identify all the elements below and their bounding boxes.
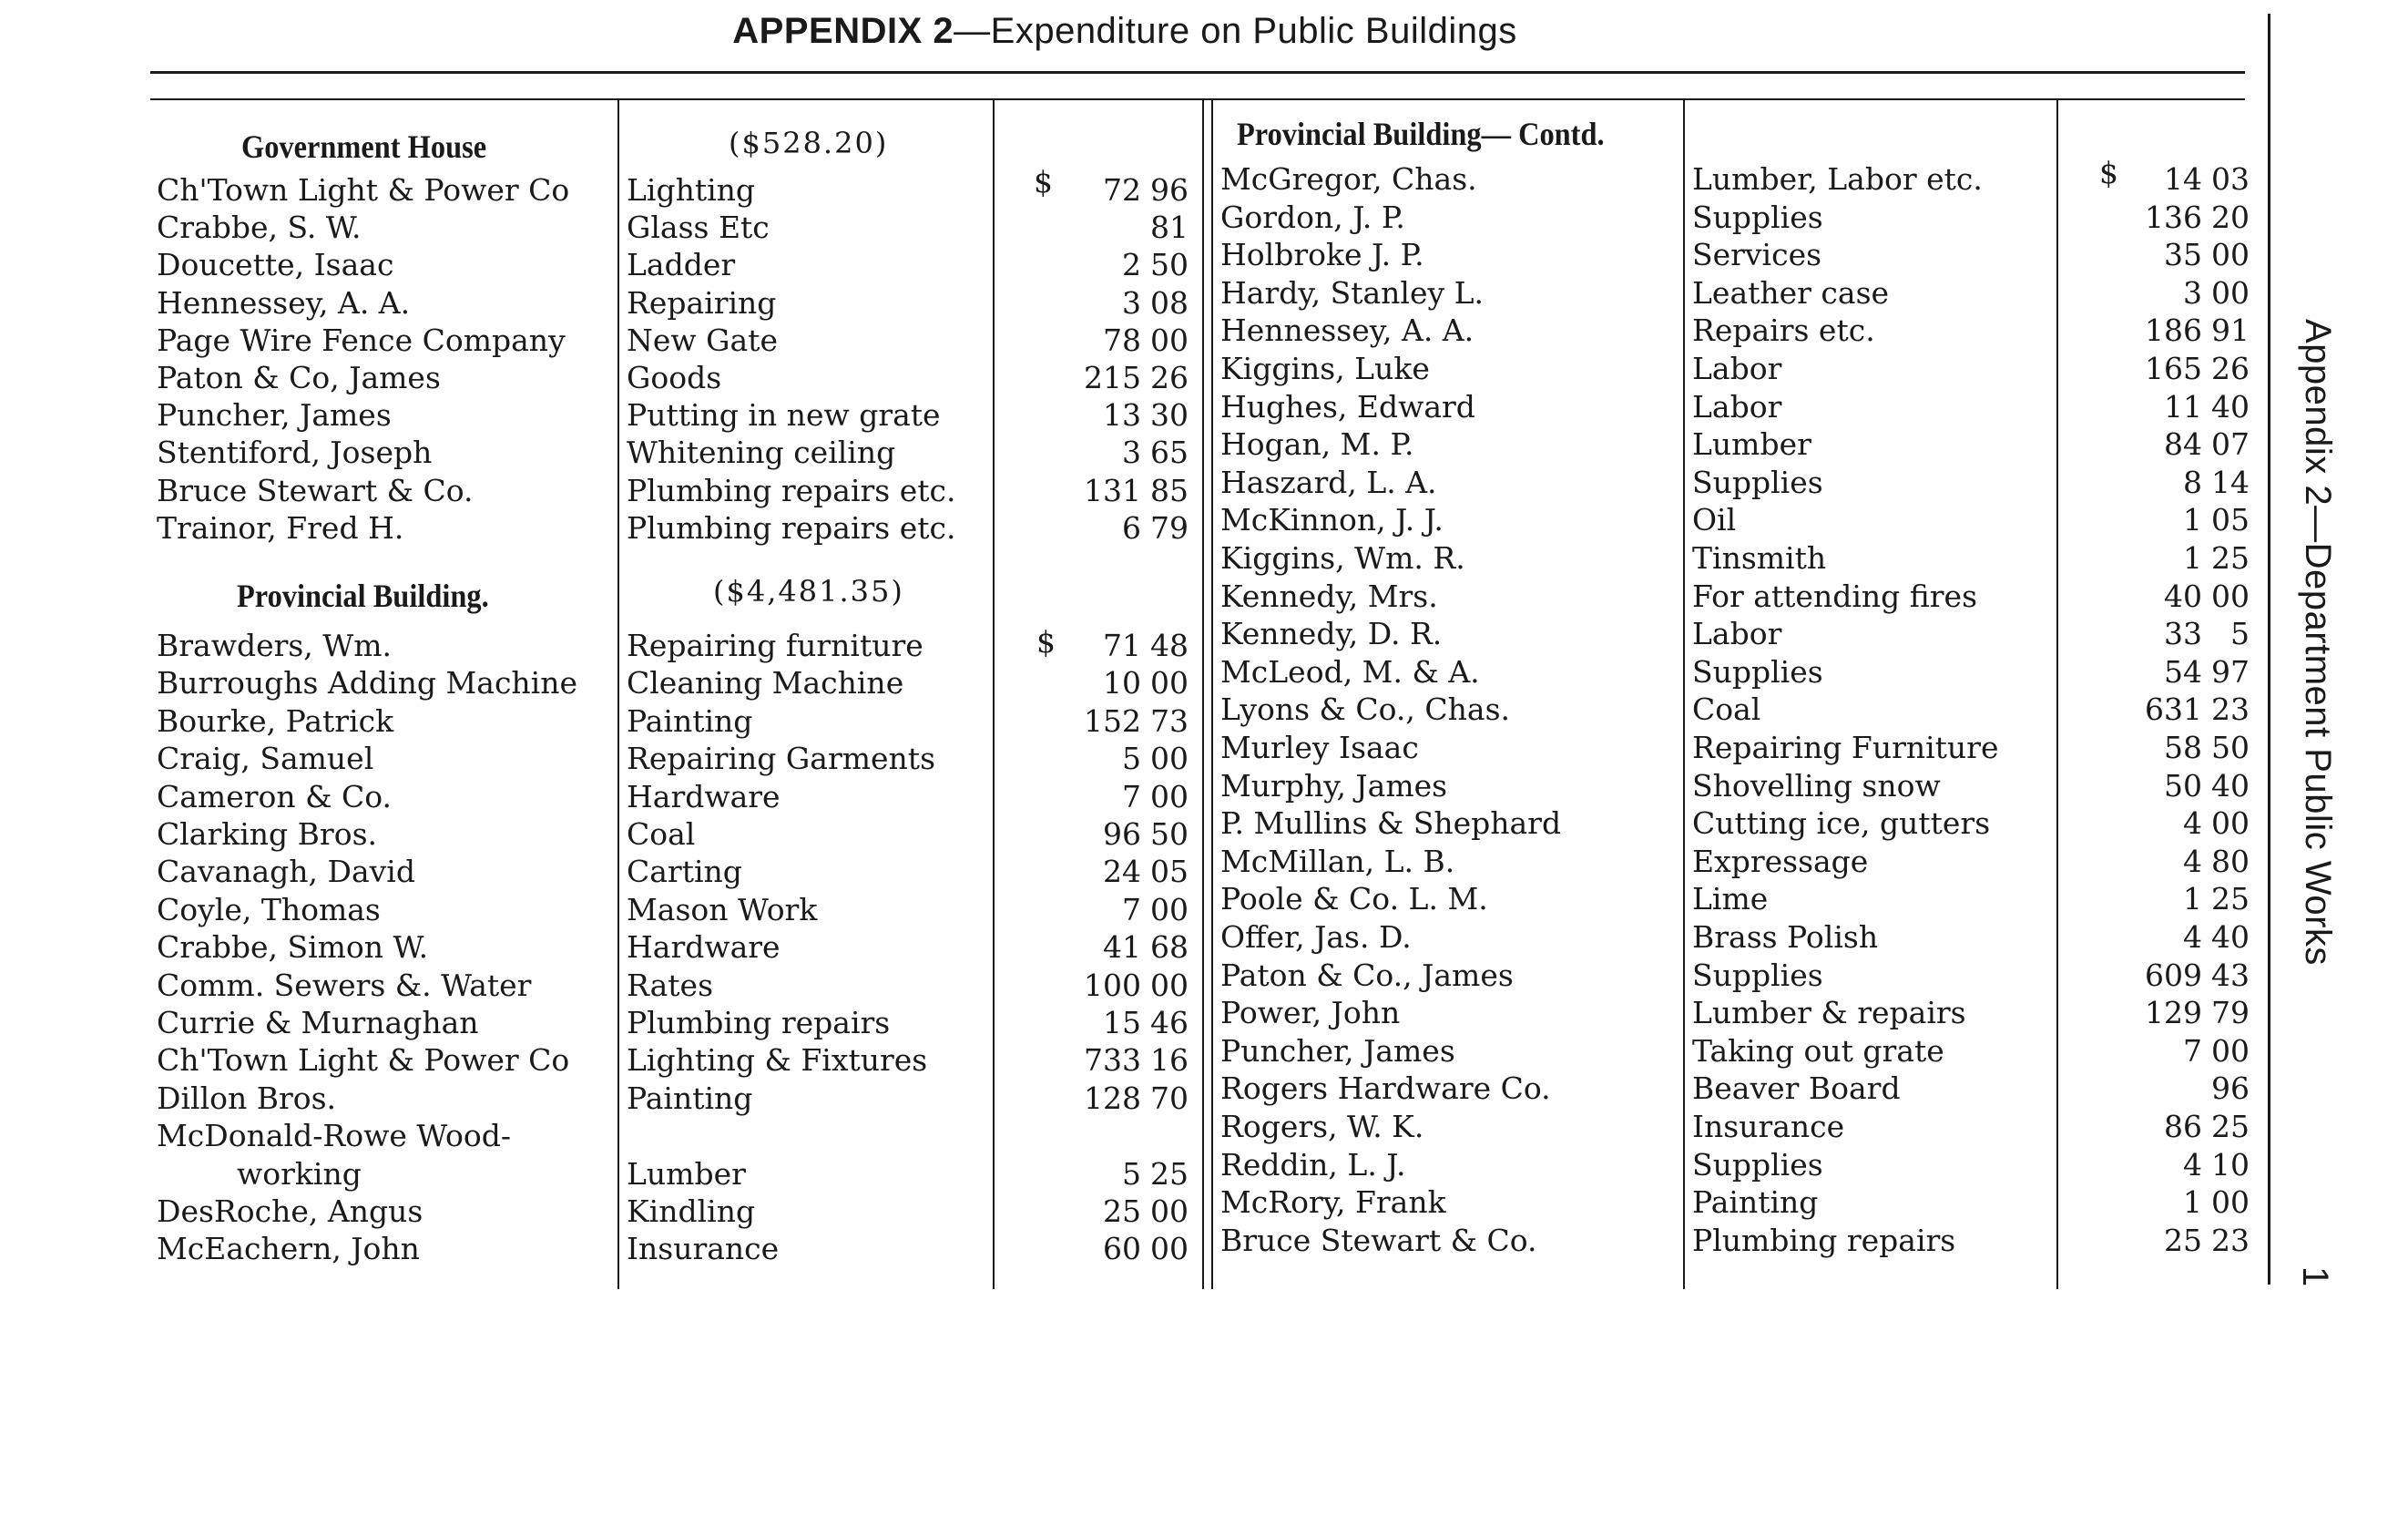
- amount-dollars: 3: [1122, 435, 1141, 471]
- amount-cents: 00: [1150, 741, 1189, 777]
- amount-dollars: 13: [1103, 397, 1141, 434]
- amount: [2058, 425, 2250, 463]
- expense-item: Repairing Furniture: [1692, 730, 1999, 765]
- expense-item: Expressage: [1692, 843, 1869, 879]
- amount-dollars: 8: [2183, 464, 2202, 500]
- amount-cents: 23: [2211, 1222, 2250, 1258]
- payee-name: Kennedy, Mrs.: [1220, 578, 1438, 614]
- expense-item: Mason Work: [627, 891, 818, 927]
- payee-name: McDonald-Rowe Wood-: [157, 1118, 512, 1154]
- amount-cents: 81: [1150, 210, 1189, 246]
- expense-item: Labor: [1692, 388, 1782, 425]
- top-rule-thin: [150, 98, 2245, 100]
- payee-name: McKinnon, J. J.: [1220, 502, 1444, 538]
- table-row: [0, 350, 2259, 387]
- amount: [2058, 350, 2250, 387]
- expense-item: Labor: [1692, 616, 1782, 652]
- amount-dollars: 7: [2183, 1032, 2202, 1069]
- amount-cents: 79: [1150, 509, 1189, 546]
- amount-cents: 05: [2211, 502, 2250, 538]
- expense-item: Glass Etc: [627, 210, 770, 246]
- table-row: [0, 501, 2259, 538]
- expense-item: Painting: [627, 702, 753, 739]
- expense-item: Rates: [627, 967, 714, 1003]
- page-title-bold: APPENDIX 2: [732, 11, 954, 51]
- amount: [2058, 1183, 2250, 1221]
- amount-cents: 46: [1150, 1005, 1189, 1040]
- amount-cents: 14: [2211, 464, 2250, 500]
- table-row: [0, 236, 2259, 273]
- amount-cents: 08: [1150, 284, 1189, 321]
- payee-name: Puncher, James: [1220, 1032, 1455, 1069]
- expense-item: Ladder: [627, 247, 736, 283]
- payee-name: Coyle, Thomas: [157, 891, 381, 927]
- table-row: [0, 1108, 2259, 1145]
- payee-name: Craig, Samuel: [157, 741, 374, 777]
- expense-item: Cutting ice, gutters: [1692, 805, 1991, 842]
- currency-sign: $: [1036, 624, 1056, 660]
- amount-dollars: 96: [1103, 816, 1141, 852]
- payee-name: Haszard, L. A.: [1220, 464, 1437, 500]
- expense-item: Services: [1692, 237, 1822, 273]
- amount-cents: 40: [2211, 767, 2250, 804]
- section-heading-government-house: Government House: [241, 128, 487, 165]
- expense-item: Brass Polish: [1692, 919, 1879, 955]
- amount: [2058, 1070, 2250, 1107]
- amount-dollars: 4: [2183, 1146, 2202, 1183]
- payee-name: Hughes, Edward: [1220, 388, 1475, 425]
- payee-name: McGregor, Chas.: [1220, 161, 1477, 197]
- expense-item: Coal: [627, 816, 696, 852]
- amount-cents: 00: [2211, 237, 2250, 273]
- expense-item: Lumber & repairs: [1692, 995, 1966, 1031]
- amount-cents: 85: [1150, 472, 1189, 508]
- amount-cents: 5: [2230, 616, 2250, 652]
- amount: [2058, 729, 2250, 766]
- expense-item: Shovelling snow: [1692, 767, 1941, 804]
- amount-dollars: 25: [2164, 1222, 2202, 1258]
- amount-cents: 23: [2211, 691, 2250, 728]
- payee-name: Reddin, L. J.: [1220, 1146, 1406, 1183]
- amount: [2058, 918, 2250, 956]
- payee-name: Holbroke J. P.: [1220, 237, 1424, 273]
- amount-dollars: 15: [1103, 1005, 1141, 1040]
- table-row: [0, 388, 2259, 425]
- amount-dollars: 14: [2164, 161, 2202, 197]
- amount: [2058, 274, 2250, 312]
- payee-name: Cameron & Co.: [157, 778, 393, 814]
- expense-item: For attending fires: [1692, 578, 1978, 614]
- amount-dollars: 40: [2164, 578, 2202, 614]
- payee-name: Poole & Co. L. M.: [1220, 881, 1488, 917]
- table-row: [0, 160, 2259, 198]
- amount-dollars: 3: [2183, 274, 2202, 311]
- top-rule: [150, 71, 2245, 74]
- table-row: [0, 464, 2259, 501]
- payee-name: Paton & Co, James: [157, 360, 441, 395]
- amount-cents: 96: [1150, 172, 1189, 208]
- amount-dollars: 24: [1103, 854, 1141, 890]
- payee-name: Power, John: [1220, 995, 1401, 1031]
- amount: [2058, 804, 2250, 842]
- expense-item: Supplies: [1692, 653, 1823, 690]
- amount: [2058, 767, 2250, 804]
- payee-name: working: [237, 1155, 362, 1192]
- payee-name: Page Wire Fence Company: [157, 322, 566, 358]
- amount: [2058, 615, 2250, 652]
- expense-item: Putting in new grate: [627, 397, 941, 434]
- amount-cents: 00: [2211, 805, 2250, 842]
- amount-dollars: 35: [2164, 237, 2202, 273]
- amount-cents: 25: [1150, 1155, 1189, 1192]
- payee-name: Brawders, Wm.: [157, 628, 392, 663]
- amount-dollars: 4: [2183, 805, 2202, 842]
- amount-dollars: 54: [2164, 653, 2202, 690]
- amount-dollars: 58: [2164, 730, 2202, 765]
- amount-dollars: 7: [1122, 891, 1141, 927]
- expense-item: Repairing furniture: [627, 628, 923, 663]
- amount-dollars: 4: [2183, 843, 2202, 879]
- expense-item: Coal: [1692, 691, 1761, 728]
- amount: [2058, 539, 2250, 577]
- amount-cents: 96: [2211, 1070, 2250, 1107]
- amount: [2058, 843, 2250, 880]
- expense-item: Whitening ceiling: [627, 435, 896, 471]
- amount: [2058, 994, 2250, 1031]
- amount-cents: 16: [1150, 1042, 1189, 1079]
- amount-cents: 00: [1150, 967, 1189, 1003]
- page-title-rest: —Expenditure on Public Buildings: [954, 11, 1517, 51]
- payee-name: Crabbe, Simon W.: [157, 929, 429, 966]
- amount-cents: 00: [2211, 578, 2250, 614]
- payee-name: Hogan, M. P.: [1220, 426, 1414, 463]
- payee-name: Ch'Town Light & Power Co: [157, 1042, 570, 1079]
- section-total-government-house: ($528.20): [729, 126, 889, 160]
- amount-dollars: 186: [2145, 312, 2202, 349]
- expense-item: New Gate: [627, 322, 778, 358]
- page-title: [0, 11, 2250, 52]
- payee-name: McMillan, L. B.: [1220, 843, 1455, 879]
- table-row: [0, 312, 2259, 349]
- amount: [2058, 464, 2250, 501]
- expense-item: Repairing: [627, 284, 777, 321]
- amount-cents: 25: [2211, 881, 2250, 917]
- payee-name: P. Mullins & Shephard: [1220, 805, 1562, 842]
- amount-cents: 73: [1150, 702, 1189, 739]
- payee-name: Bruce Stewart & Co.: [157, 472, 474, 508]
- expense-item: Supplies: [1692, 957, 1823, 993]
- amount-dollars: 41: [1103, 929, 1141, 966]
- expense-item: Oil: [1692, 502, 1737, 538]
- amount-cents: 97: [2211, 653, 2250, 690]
- table-row: [0, 1222, 2259, 1259]
- expense-item: Painting: [1692, 1184, 1819, 1221]
- table-row: [0, 691, 2259, 728]
- amount-dollars: 1: [2183, 540, 2202, 576]
- amount-cents: 26: [2211, 351, 2250, 386]
- payee-name: Hennessey, A. A.: [1220, 312, 1474, 349]
- expense-item: Kindling: [627, 1193, 756, 1229]
- expense-item: Lumber, Labor etc.: [1692, 161, 1983, 197]
- expense-item: Plumbing repairs etc.: [627, 509, 956, 546]
- amount-cents: 00: [2211, 1184, 2250, 1221]
- amount-cents: 03: [2211, 161, 2250, 197]
- payee-name: Doucette, Isaac: [157, 247, 394, 283]
- amount-cents: 05: [1150, 854, 1189, 890]
- currency-sign: $: [2099, 155, 2118, 190]
- expense-item: Lumber: [627, 1155, 746, 1192]
- amount-dollars: 1: [2183, 502, 2202, 538]
- expense-item: Tinsmith: [1692, 540, 1827, 576]
- table-row: [0, 804, 2259, 842]
- expense-item: Beaver Board: [1692, 1070, 1901, 1107]
- amount: [2058, 578, 2250, 615]
- amount: [2058, 1108, 2250, 1145]
- table-row: [0, 843, 2259, 880]
- expense-item: Repairing Garments: [627, 741, 936, 777]
- payee-name: Stentiford, Joseph: [157, 435, 433, 471]
- amount-dollars: 5: [1122, 741, 1141, 777]
- payee-name: Burroughs Adding Machine: [157, 665, 578, 701]
- payee-name: Trainor, Fred H.: [157, 509, 404, 546]
- payee-name: Offer, Jas. D.: [1220, 919, 1412, 955]
- expense-item: Painting: [627, 1080, 753, 1116]
- payee-name: Murphy, James: [1220, 767, 1448, 804]
- expense-item: Hardware: [627, 778, 781, 814]
- section-heading-provincial-building: Provincial Building.: [237, 578, 489, 614]
- amount-cents: 00: [2211, 274, 2250, 311]
- amount-cents: 40: [2211, 919, 2250, 955]
- payee-name: Bourke, Patrick: [157, 702, 394, 739]
- expense-item: Insurance: [1692, 1109, 1845, 1144]
- amount-dollars: 25: [1103, 1193, 1141, 1229]
- table-row: [0, 767, 2259, 804]
- amount-dollars: 165: [2145, 351, 2202, 386]
- amount-cents: 50: [1150, 247, 1189, 283]
- amount-dollars: 128: [1084, 1080, 1141, 1116]
- amount-cents: 00: [1150, 1193, 1189, 1229]
- amount-cents: 00: [1150, 778, 1189, 814]
- amount-dollars: 50: [2164, 767, 2202, 804]
- amount-cents: 43: [2211, 957, 2250, 993]
- amount: [2058, 501, 2250, 538]
- amount-cents: 00: [2211, 1032, 2250, 1069]
- expense-item: Insurance: [627, 1231, 780, 1267]
- table-row: [0, 1070, 2259, 1107]
- amount-cents: 48: [1150, 628, 1189, 663]
- amount-dollars: 609: [2145, 957, 2202, 993]
- table-row: [0, 539, 2259, 577]
- amount-dollars: 1: [2183, 1184, 2202, 1221]
- table-row: [0, 994, 2259, 1031]
- payee-name: Kennedy, D. R.: [1220, 616, 1443, 652]
- amount-dollars: 5: [1122, 1155, 1141, 1192]
- amount-dollars: 215: [1084, 360, 1141, 395]
- expense-item: Hardware: [627, 929, 781, 966]
- amount: [2058, 160, 2250, 198]
- amount-cents: 80: [2211, 843, 2250, 879]
- expense-item: Cleaning Machine: [627, 665, 904, 701]
- amount-cents: 79: [2211, 995, 2250, 1031]
- payee-name: Paton & Co., James: [1220, 957, 1514, 993]
- payee-name: Ch'Town Light & Power Co: [157, 172, 570, 208]
- payee-name: Hardy, Stanley L.: [1220, 274, 1485, 311]
- amount-cents: 00: [1150, 322, 1189, 358]
- amount-cents: 30: [1150, 397, 1189, 434]
- amount-cents: 25: [2211, 540, 2250, 576]
- payee-name: Rogers, W. K.: [1220, 1109, 1424, 1144]
- amount-cents: 26: [1150, 360, 1189, 395]
- amount-dollars: 136: [2145, 199, 2202, 235]
- amount: [2058, 1032, 2250, 1070]
- amount-dollars: 7: [1122, 778, 1141, 814]
- side-label: Appendix 2—Department Public Works: [2298, 319, 2338, 966]
- expense-item: Taking out grate: [1692, 1032, 1944, 1069]
- section-total-provincial-building: ($4,481.35): [713, 574, 904, 609]
- amount-cents: 00: [1150, 1231, 1189, 1267]
- amount: [2058, 1146, 2250, 1183]
- expense-item: Carting: [627, 854, 742, 890]
- side-rule: [2268, 14, 2270, 1285]
- table-row: [0, 274, 2259, 312]
- expense-item: Labor: [1692, 351, 1782, 386]
- amount-dollars: 33: [2164, 616, 2202, 652]
- amount-dollars: 152: [1084, 702, 1141, 739]
- payee-name: Gordon, J. P.: [1220, 199, 1405, 235]
- expense-item: Plumbing repairs: [1692, 1222, 1956, 1258]
- amount: [2058, 880, 2250, 917]
- payee-name: McRory, Frank: [1220, 1184, 1446, 1221]
- amount-cents: 10: [2211, 1146, 2250, 1183]
- payee-name: Comm. Sewers &. Water: [157, 967, 532, 1003]
- amount-cents: 07: [2211, 426, 2250, 463]
- amount-cents: 25: [2211, 1109, 2250, 1144]
- amount-dollars: 733: [1084, 1042, 1141, 1079]
- amount-dollars: 71: [1103, 628, 1141, 663]
- amount: [2058, 1222, 2250, 1259]
- amount: [2058, 691, 2250, 728]
- payee-name: McEachern, John: [157, 1231, 420, 1267]
- payee-name: Kiggins, Luke: [1220, 351, 1430, 386]
- expense-item: Supplies: [1692, 1146, 1823, 1183]
- amount-cents: 68: [1150, 929, 1189, 966]
- amount-dollars: 100: [1084, 967, 1141, 1003]
- payee-name: Crabbe, S. W.: [157, 210, 362, 246]
- payee-name: Currie & Murnaghan: [157, 1005, 479, 1040]
- table-row: [0, 615, 2259, 652]
- amount-cents: 50: [2211, 730, 2250, 765]
- amount-dollars: 72: [1103, 172, 1141, 208]
- amount-dollars: 631: [2145, 691, 2202, 728]
- table-row: [0, 653, 2259, 691]
- currency-sign: $: [1034, 164, 1053, 200]
- expense-item: Supplies: [1692, 464, 1823, 500]
- table-row: [0, 918, 2259, 956]
- table-row: [0, 1032, 2259, 1070]
- amount-dollars: 4: [2183, 919, 2202, 955]
- amount-dollars: 129: [2145, 995, 2202, 1031]
- table-row: [0, 880, 2259, 917]
- expense-item: Lighting: [627, 172, 756, 208]
- table-row: [0, 1183, 2259, 1221]
- page-number: 1: [2295, 1266, 2335, 1287]
- payee-name: Cavanagh, David: [157, 854, 415, 890]
- amount-cents: 40: [2211, 388, 2250, 425]
- amount-cents: 20: [2211, 199, 2250, 235]
- amount: [2058, 199, 2250, 236]
- payee-name: Clarking Bros.: [157, 816, 377, 852]
- expense-item: Plumbing repairs etc.: [627, 472, 956, 508]
- payee-name: Bruce Stewart & Co.: [1220, 1222, 1537, 1258]
- payee-name: DesRoche, Angus: [157, 1193, 423, 1229]
- amount-cents: 65: [1150, 435, 1189, 471]
- expense-item: Leather case: [1692, 274, 1890, 311]
- table-row: [0, 425, 2259, 463]
- table-row: [0, 957, 2259, 994]
- amount: [2058, 236, 2250, 273]
- expense-item: Lumber: [1692, 426, 1811, 463]
- expense-item: Plumbing repairs: [627, 1005, 891, 1040]
- expense-item: Lime: [1692, 881, 1769, 917]
- amount-dollars: 6: [1122, 509, 1141, 546]
- amount-dollars: 3: [1122, 284, 1141, 321]
- expense-item: Lighting & Fixtures: [627, 1042, 928, 1079]
- amount: [2058, 388, 2250, 425]
- section-heading-provincial-building-contd: Provincial Building— Contd.: [1237, 116, 1605, 152]
- amount-dollars: 78: [1103, 322, 1141, 358]
- payee-name: Lyons & Co., Chas.: [1220, 691, 1510, 728]
- expense-item: Supplies: [1692, 199, 1823, 235]
- payee-name: Dillon Bros.: [157, 1080, 337, 1116]
- table-row: [0, 578, 2259, 615]
- amount-dollars: 131: [1084, 472, 1141, 508]
- payee-name: Hennessey, A. A.: [157, 284, 411, 321]
- payee-name: Kiggins, Wm. R.: [1220, 540, 1465, 576]
- amount-cents: 00: [1150, 665, 1189, 701]
- table-row: [0, 199, 2259, 236]
- payee-name: Puncher, James: [157, 397, 392, 434]
- expense-item: Goods: [627, 360, 722, 395]
- table-row: [0, 1146, 2259, 1183]
- amount-dollars: 84: [2164, 426, 2202, 463]
- amount-cents: 91: [2211, 312, 2250, 349]
- expense-item: Repairs etc.: [1692, 312, 1875, 349]
- payee-name: Murley Isaac: [1220, 730, 1419, 765]
- payee-name: McLeod, M. & A.: [1220, 653, 1480, 690]
- amount: [2058, 653, 2250, 691]
- amount-cents: 00: [1150, 891, 1189, 927]
- amount-dollars: 1: [2183, 881, 2202, 917]
- amount: [2058, 957, 2250, 994]
- payee-name: Rogers Hardware Co.: [1220, 1070, 1551, 1107]
- table-row: [0, 729, 2259, 766]
- amount-dollars: 2: [1122, 247, 1141, 283]
- amount-dollars: 60: [1103, 1231, 1141, 1267]
- amount-dollars: 10: [1103, 665, 1141, 701]
- amount-cents: 70: [1150, 1080, 1189, 1116]
- amount-dollars: 11: [2164, 388, 2202, 425]
- amount: [2058, 312, 2250, 349]
- amount-cents: 50: [1150, 816, 1189, 852]
- amount-dollars: 86: [2164, 1109, 2202, 1144]
